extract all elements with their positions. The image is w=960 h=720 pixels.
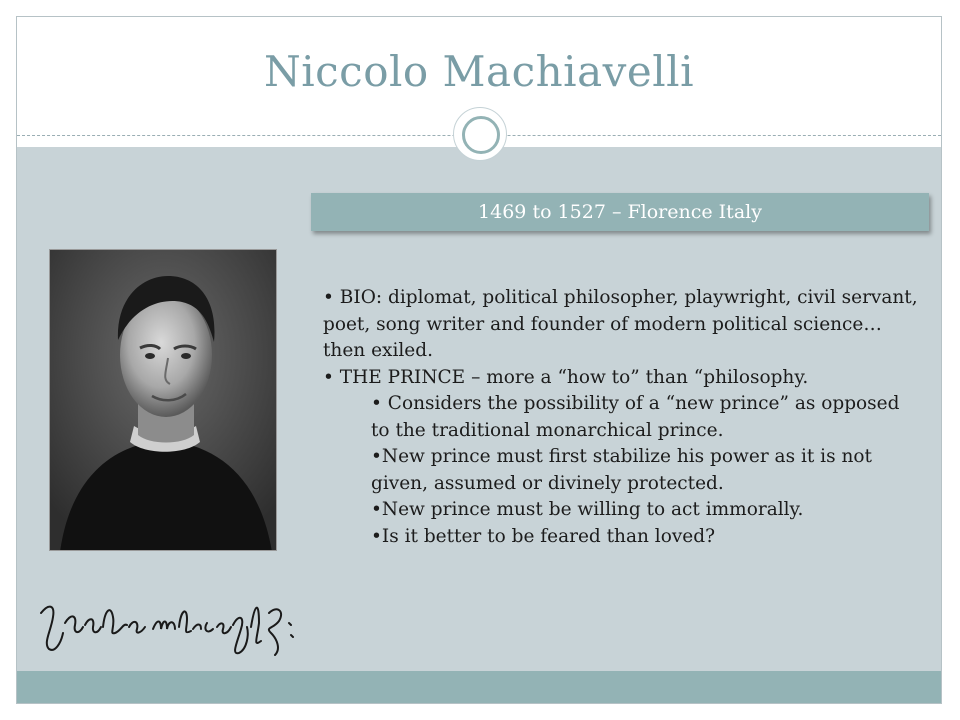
bullet-prince: • THE PRINCE – more a “how to” than “philosophy. — [323, 366, 809, 388]
footer-band — [17, 671, 941, 703]
date-banner: 1469 to 1527 – Florence Italy — [311, 193, 929, 231]
slide-title: Niccolo Machiavelli — [263, 47, 695, 96]
sub-bullet-new-prince: • Considers the possibility of a “new prince” as opposed to the traditional monarchical prince. — [371, 393, 900, 441]
sub-bullet-immorally: •New prince must be willing to act immorally. — [371, 499, 804, 520]
ring-inner — [462, 116, 500, 154]
sub-bullet-stabilize: •New prince must first stabilize his power as it is not given, assumed or divinely protected. — [371, 446, 872, 494]
portrait-image — [49, 249, 277, 551]
slide — [16, 16, 942, 704]
sub-bullet-feared: •Is it better to be feared than loved? — [371, 525, 716, 547]
bullet-list — [323, 285, 923, 550]
ring-ornament-icon — [453, 107, 507, 161]
portrait-illustration — [50, 250, 277, 551]
signature-illustration — [35, 583, 305, 663]
bullet-bio: • BIO: diplomat, political philosopher, playwright, civil servant, poet, song writer and founder of modern political science… then exiled. — [323, 287, 918, 361]
signature-image — [35, 583, 305, 663]
